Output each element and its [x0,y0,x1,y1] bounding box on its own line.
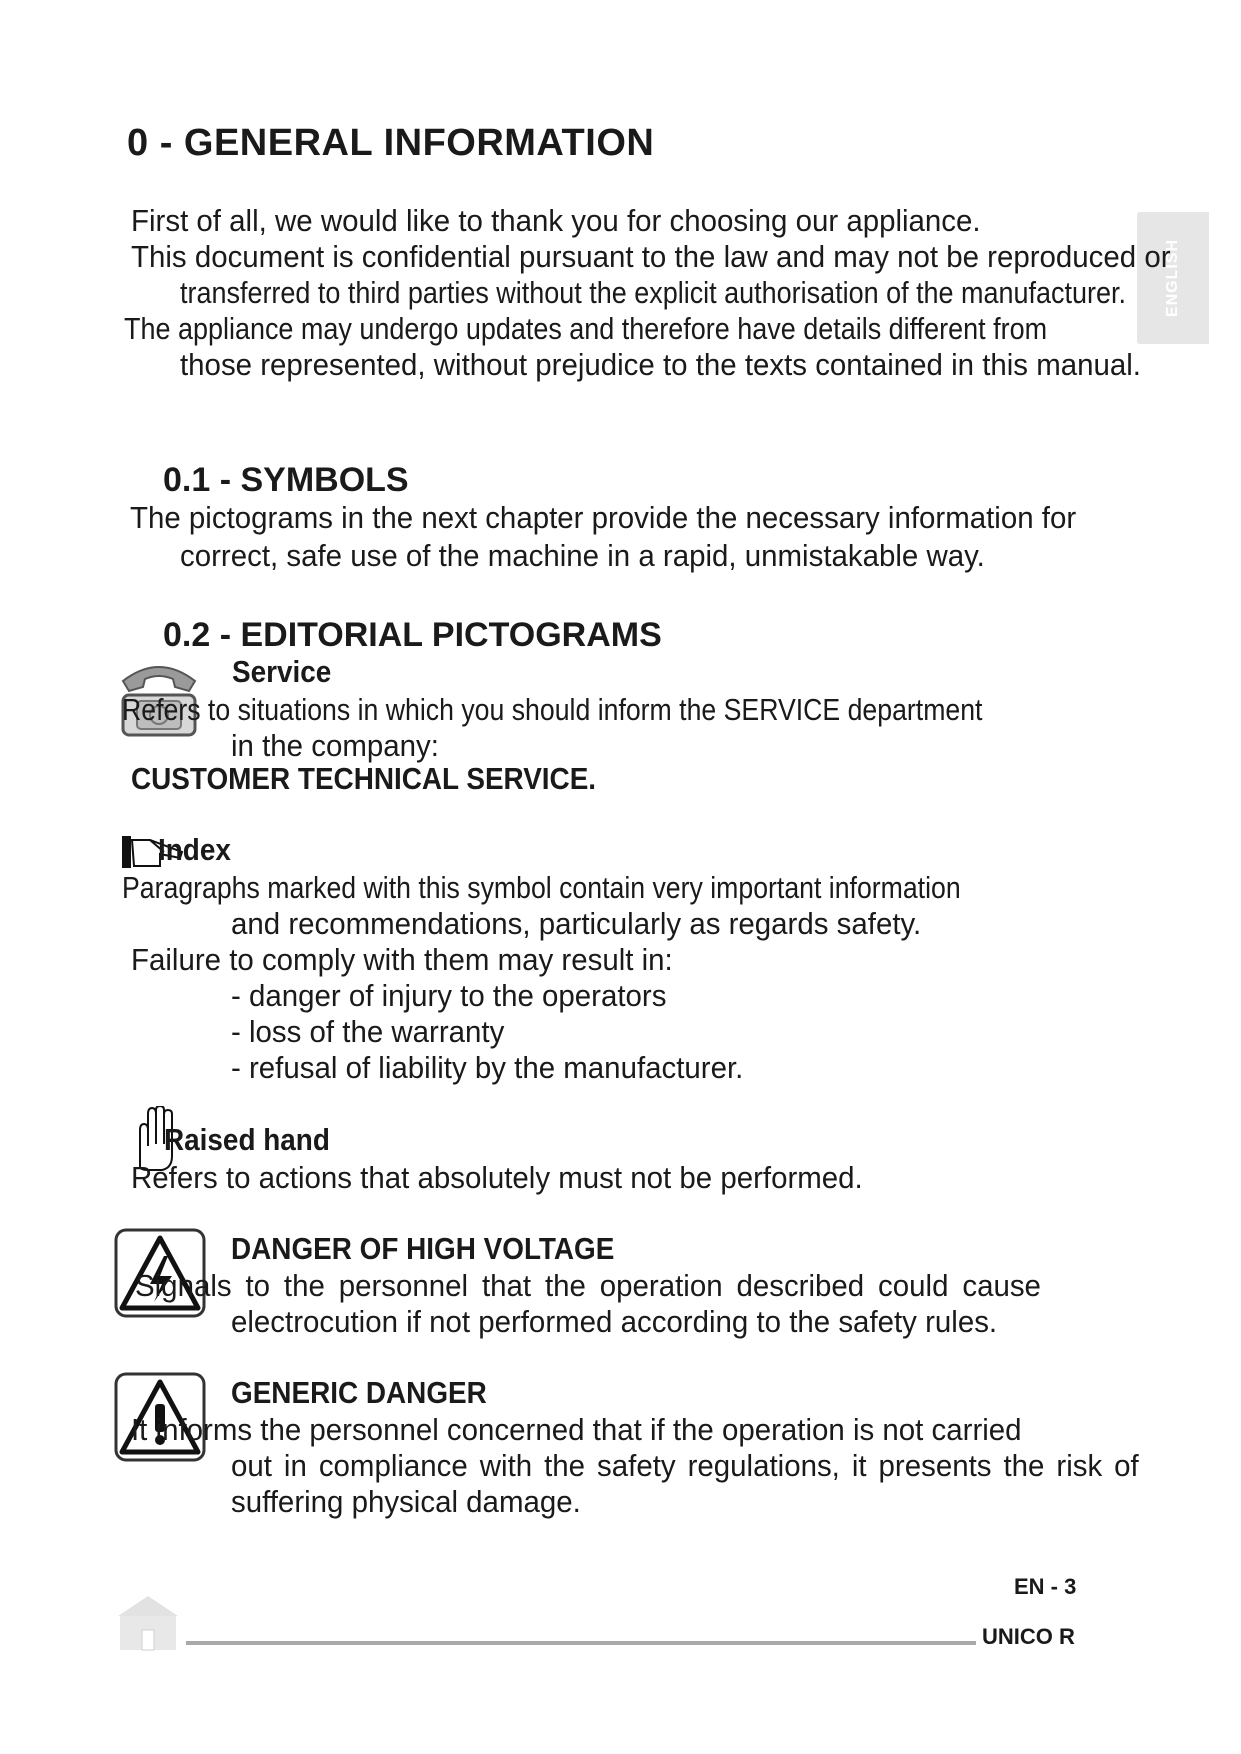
footer-rule [186,1641,976,1645]
language-tab-label: ENGLISH [1164,238,1181,318]
intro-line-3: transferred to third parties without the explicit authorisation of the manufacturer. [180,275,1126,310]
intro-line-4: The appliance may undergo updates and therefore have details different from [124,311,1048,346]
index-heading: Index [158,832,231,867]
page-title: 0 - GENERAL INFORMATION [127,122,655,164]
page-number: EN - 3 [1014,1574,1077,1599]
intro-line-2: This document is confidential pursuant to the law and may not be reproduced or [131,239,1171,274]
service-emphasis: CUSTOMER TECHNICAL SERVICE. [131,761,597,796]
intro-line-5: those represented, without prejudice to the texts contained in this manual. [180,347,1141,382]
service-line-1: Refers to situations in which you should inform the SERVICE department [122,692,983,727]
pictograms-title: 0.2 - EDITORIAL PICTOGRAMS [163,616,662,654]
index-line-2: and recommendations, particularly as regards safety. [231,906,922,941]
symbols-line-2: correct, safe use of the machine in a rapid, unmistakable way. [180,538,985,573]
high-voltage-line-2: electrocution if not performed according to the safety rules. [231,1304,998,1339]
index-bullet-3: - refusal of liability by the manufacturer. [231,1050,744,1085]
high-voltage-line-1: Signals to the personnel that the operation described could cause [135,1268,1041,1303]
generic-danger-line-3: suffering physical damage. [231,1484,581,1519]
raised-hand-line-1: Refers to actions that absolutely must not be performed. [131,1160,863,1195]
home-icon[interactable] [116,1594,180,1652]
index-bullet-2: - loss of the warranty [231,1014,505,1049]
symbols-title: 0.1 - SYMBOLS [163,461,409,499]
service-heading: Service [232,654,332,689]
high-voltage-heading: DANGER OF HIGH VOLTAGE [231,1231,615,1266]
generic-danger-line-2: out in compliance with the safety regulations, it presents the risk of [231,1448,1139,1483]
language-tab [1137,212,1209,344]
intro-line-1: First of all, we would like to thank you for choosing our appliance. [131,203,981,238]
generic-danger-heading: GENERIC DANGER [231,1375,487,1410]
index-bullet-1: - danger of injury to the operators [231,978,667,1013]
model-name: UNICO R [982,1624,1075,1649]
index-line-3: Failure to comply with them may result in: [131,942,673,977]
service-line-2: in the company: [231,728,439,763]
generic-danger-line-1: It informs the personnel concerned that if the operation is not carried [131,1412,1022,1447]
index-line-1: Paragraphs marked with this symbol contain very important information [122,870,961,905]
symbols-line-1: The pictograms in the next chapter provide the necessary information for [130,500,1077,535]
raised-hand-heading: Raised hand [164,1122,330,1157]
